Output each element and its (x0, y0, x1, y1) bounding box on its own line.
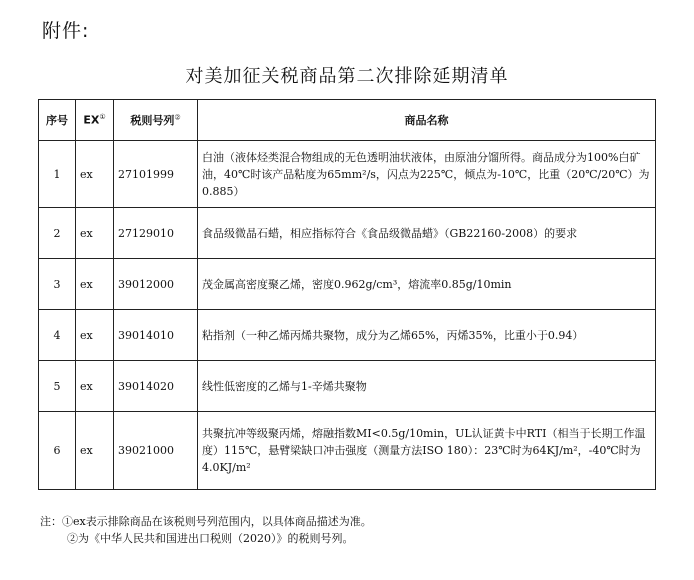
row-no: 4 (39, 310, 76, 361)
header-code-footnote-mark: ② (174, 113, 181, 122)
row-no: 5 (39, 361, 76, 412)
row-ex: ex (76, 361, 114, 412)
footnote-2: ②为《中华人民共和国进出口税则（2020）》的税则号列。 (67, 532, 354, 545)
table-header-row (39, 100, 656, 141)
row-no: 3 (39, 259, 76, 310)
row-product-description: 线性低密度的乙烯与1-辛烯共聚物 (198, 361, 656, 412)
table-row (39, 208, 656, 259)
header-product-name: 商品名称 (198, 100, 656, 141)
header-ex: EX① (76, 100, 114, 141)
row-ex: ex (76, 259, 114, 310)
row-ex: ex (76, 208, 114, 259)
table-row (39, 361, 656, 412)
row-no: 1 (39, 141, 76, 208)
row-product-description: 粘指剂（一种乙烯丙烯共聚物，成分为乙烯65%，丙烯35%，比重小于0.94） (198, 310, 656, 361)
row-product-description: 共聚抗冲等级聚丙烯，熔融指数MI<0.5g/10min，UL认证黄卡中RTI（相当于长期工作温度）115℃，悬臂梁缺口冲击强度（测量方法ISO 180）：23℃时为64KJ/m²，-40℃时为4.0KJ/m² (198, 412, 656, 490)
table-row (39, 412, 656, 490)
row-tariff-code: 39012000 (114, 259, 198, 310)
table-row (39, 310, 656, 361)
header-tariff-code: 税则号列② (114, 100, 198, 141)
table-row (39, 259, 656, 310)
row-ex: ex (76, 412, 114, 490)
footnotes (40, 513, 372, 547)
row-ex: ex (76, 141, 114, 208)
row-tariff-code: 39014020 (114, 361, 198, 412)
row-ex: ex (76, 310, 114, 361)
row-product-description: 茂金属高密度聚乙烯，密度0.962g/cm³，熔流率0.85g/10min (198, 259, 656, 310)
header-ex-footnote-mark: ① (99, 113, 106, 122)
row-tariff-code: 27101999 (114, 141, 198, 208)
row-no: 2 (39, 208, 76, 259)
row-tariff-code: 39021000 (114, 412, 198, 490)
row-product-description: 食品级微晶石蜡，相应指标符合《食品级微晶蜡》（GB22160-2008）的要求 (198, 208, 656, 259)
table-row (39, 141, 656, 208)
row-product-description: 白油（液体烃类混合物组成的无色透明油状液体，由原油分馏所得。商品成分为100%白矿油，40℃时该产品粘度为65mm²/s，闪点为225℃，倾点为-10℃，比重（20℃/20℃）为0.885） (198, 141, 656, 208)
row-no: 6 (39, 412, 76, 490)
attachment-label: 附件: (42, 20, 90, 42)
row-tariff-code: 27129010 (114, 208, 198, 259)
row-tariff-code: 39014010 (114, 310, 198, 361)
document-title: 对美加征关税商品第二次排除延期清单 (185, 66, 509, 87)
header-no: 序号 (39, 100, 76, 141)
exclusion-table (38, 99, 656, 490)
footnote-1: 注：①ex表示排除商品在该税则号列范围内，以具体商品描述为准。 (40, 515, 372, 528)
